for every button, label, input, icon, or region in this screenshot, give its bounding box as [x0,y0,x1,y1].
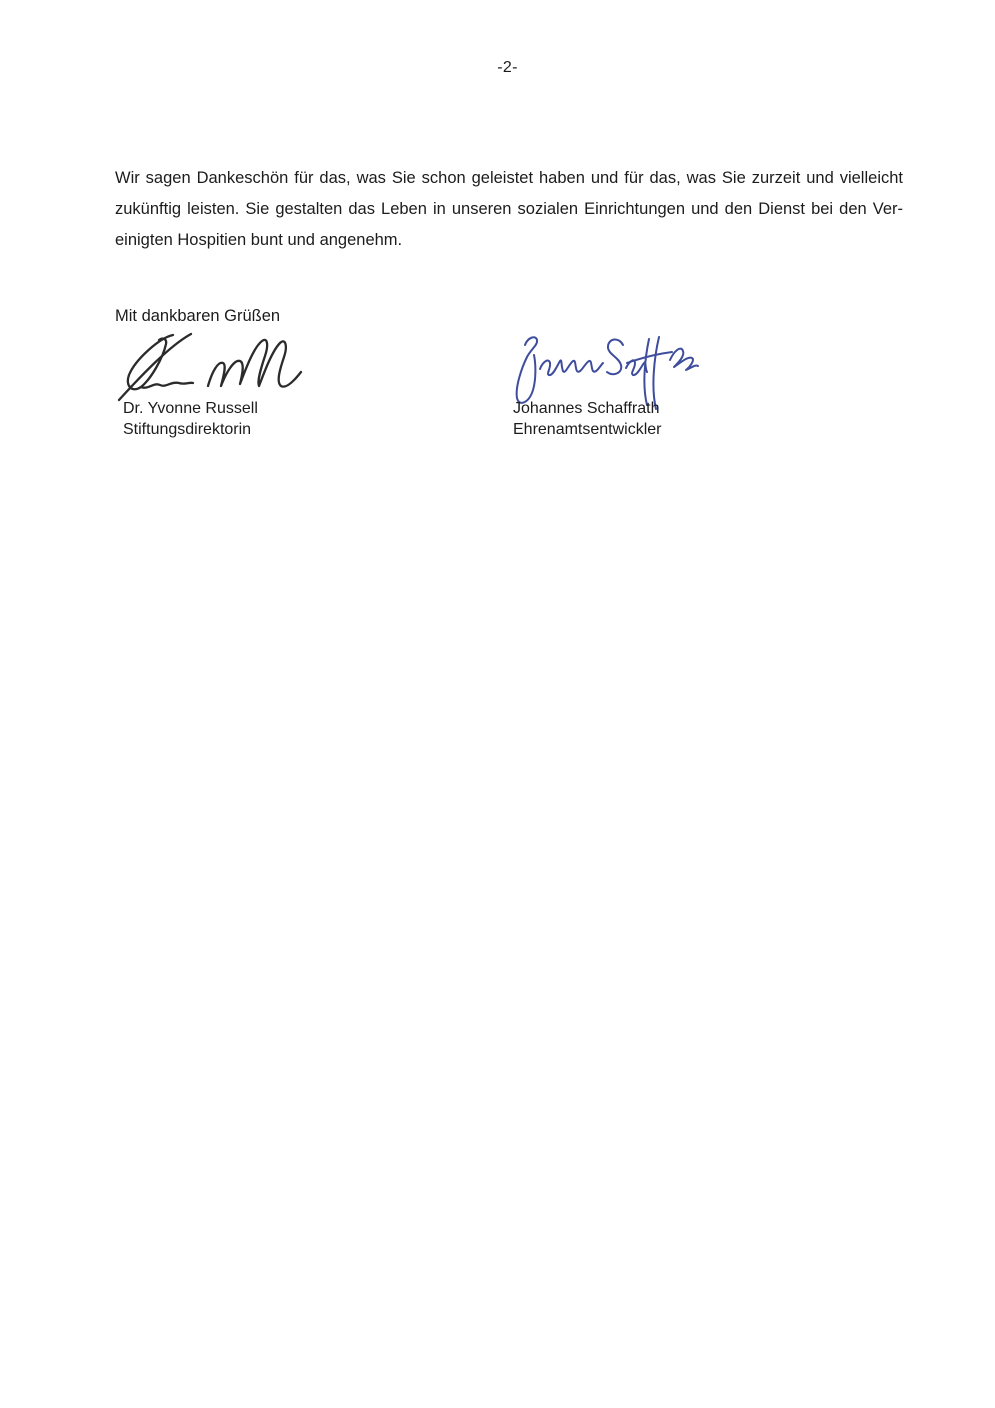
body-paragraph [115,163,903,256]
paragraph-line: zukünftig leisten. Sie gestalten das Leben in unseren sozialen Einrichtungen und den Dienst bei den Ver- [115,200,903,218]
signatory-title: Ehrenamtsentwickler [513,421,662,438]
paragraph-line: Wir sagen Dankeschön für das, was Sie schon geleistet haben und für das, was Sie zurzeit und vielleicht [115,169,903,187]
signatory-title: Stiftungsdirektorin [123,421,252,438]
handwritten-signature-black-icon [112,330,304,402]
signatory-name: Johannes Schaffrath [513,400,660,417]
signature-block-johannes-schaffrath [500,330,800,450]
signatory-name: Dr. Yvonne Russell [123,400,258,417]
signature-block-yvonne-russell [112,330,412,450]
page-number: -2- [497,59,518,76]
closing-salutation: Mit dankbaren Grüßen [115,307,281,325]
signatory-identity [123,398,258,440]
signatory-identity [513,398,662,440]
paragraph-line: einigten Hospitien bunt und angenehm. [115,231,403,249]
